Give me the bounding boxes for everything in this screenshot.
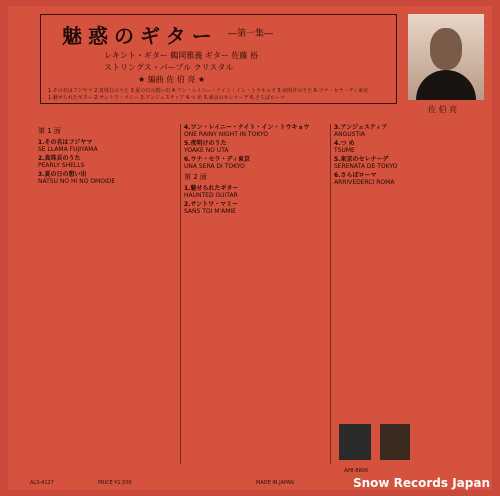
track-title: 5.東京のセレナーデ [334, 156, 389, 163]
track-title-en: NATSU NO HI NO OMOIDE [38, 178, 116, 185]
watermark: Snow Records Japan [352, 476, 490, 490]
series-label: ―第一集― [228, 29, 274, 39]
album-thumbnail-1 [339, 424, 371, 460]
credit-2: ストリングス・パープル クリスタル [104, 63, 234, 72]
credit-1: レキント・ギター 鶴岡雅義 ギター 佐藤 裕 [104, 51, 258, 60]
track-title-en: HAUNTED GUITAR [184, 192, 238, 199]
portrait-body [416, 70, 476, 100]
track-title: 2.真珠貝のうた [38, 155, 81, 162]
track-title: 1.その名はフジヤマ [38, 139, 93, 146]
arranger-portrait [408, 14, 484, 100]
album-thumbnail-2 [380, 424, 410, 460]
portrait-caption: 佐 伯 亮 [428, 105, 458, 114]
track-title: 3.夏の日の想い出 [38, 171, 87, 178]
made-in-label: MADE IN JAPAN [256, 480, 294, 486]
track-title-en: PEARLY SHELLS [38, 162, 85, 169]
tracklist-side2: 1.魅せられたギター 2.サントワ・マミー 3.アンジェスティア 4.つ め 5.東京のセレナーデ 6.さらばローマ [48, 95, 285, 101]
album-title: 魅惑のギター [62, 24, 218, 48]
track-title: 6.さらばローマ [334, 172, 377, 179]
price-label: PRICE ¥1,500 [98, 480, 132, 486]
column-3 [334, 124, 482, 188]
catalog-code: ALS-4127 [30, 480, 54, 486]
track-title-en: SE LLAMA FUJIYAMA [38, 146, 98, 153]
track-title: 1.魅せられたギター [184, 185, 239, 192]
track-title-en: ONE RAINY NIGHT IN TOKYO [184, 131, 269, 138]
side2-heading: 第 2 面 [184, 173, 207, 181]
tracklist-side1: 1.その名はフジヤマ 2.真珠貝のうた 3.夏の日の想い出 4.ワン・レイニー・ナイト・イン・トウキョウ 5.夜明けのうた 6.ウナ・セラ・ディ東京 [48, 88, 369, 94]
track-title: 4.つ め [334, 140, 355, 147]
liner-notes-sheet [8, 6, 492, 490]
catalog-number: AP8-8806 [344, 468, 369, 474]
track-title-en: TSUME [334, 147, 355, 154]
column-1 [38, 124, 186, 187]
column-2 [184, 124, 332, 217]
credit-3: ★ 編曲 佐 伯 亮 ★ [138, 75, 206, 84]
side1-heading: 第 1 面 [38, 127, 61, 135]
track-title: 5.夜明けのうた [184, 140, 227, 147]
track-title: 2.サントワ・マミー [184, 201, 239, 208]
track-title-en: ARRIVEDERCI ROMA [334, 179, 395, 186]
track-title-en: YOAKE NO UTA [184, 147, 229, 154]
track-title-en: UNA SERA DI TOKYO [184, 163, 245, 170]
portrait-face [430, 28, 462, 70]
track-title-en: ANGUSTIA [334, 131, 365, 138]
track-title: 6.ウナ・セラ・ディ東京 [184, 156, 250, 163]
track-title: 4.ワン・レイニー・ナイト・イン・トウキョウ [184, 124, 310, 131]
track-title: 3.アンジェスティア [334, 124, 388, 131]
track-title-en: SANS TOI M'AMIE [184, 208, 236, 215]
track-title-en: SERENATA DE TOKYO [334, 163, 398, 170]
